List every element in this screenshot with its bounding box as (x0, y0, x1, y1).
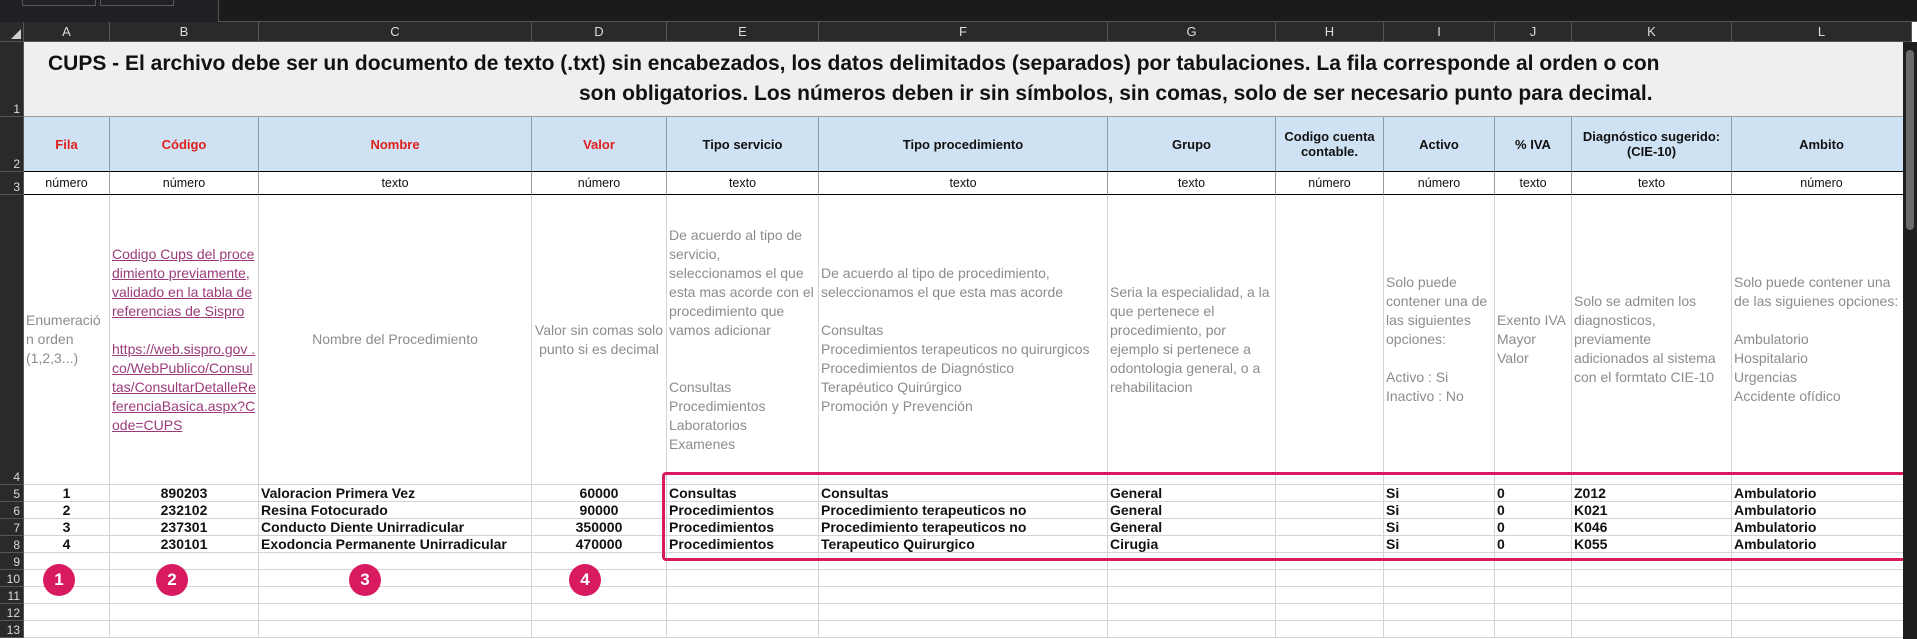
data-cell[interactable]: 237301 (110, 519, 259, 536)
empty-cell[interactable] (110, 553, 259, 570)
data-cell[interactable]: Terapeutico Quirurgico (819, 536, 1108, 553)
empty-cell[interactable] (1495, 587, 1572, 604)
vertical-scrollbar[interactable] (1903, 42, 1917, 639)
empty-cell[interactable] (667, 553, 819, 570)
empty-cell[interactable] (819, 553, 1108, 570)
data-cell[interactable]: 2 (24, 502, 110, 519)
data-cell[interactable]: 890203 (110, 485, 259, 502)
description-cell[interactable]: Solo puede contener una de las siguientes opciones: Activo : Si Inactivo : No (1384, 195, 1495, 485)
row-header-5[interactable]: 5 (0, 485, 24, 502)
column-header-i[interactable]: I (1384, 22, 1495, 42)
data-cell[interactable] (1276, 502, 1384, 519)
empty-cell[interactable] (1732, 604, 1903, 621)
empty-cell[interactable] (819, 570, 1108, 587)
type-cell[interactable]: número (1732, 172, 1903, 195)
empty-cell[interactable] (1384, 621, 1495, 638)
description-cell[interactable]: Solo se admiten los diagnosticos, previamente adicionados al sistema con el formtato CIE-10 (1572, 195, 1732, 485)
header-cell[interactable]: Grupo (1108, 117, 1276, 172)
empty-cell[interactable] (1384, 604, 1495, 621)
empty-cell[interactable] (1384, 553, 1495, 570)
empty-cell[interactable] (1108, 604, 1276, 621)
type-cell[interactable]: número (1276, 172, 1384, 195)
data-cell[interactable]: Consultas (667, 485, 819, 502)
formula-bar[interactable] (218, 0, 1917, 22)
empty-cell[interactable] (667, 604, 819, 621)
data-cell[interactable]: K055 (1572, 536, 1732, 553)
data-cell[interactable]: Conducto Diente Unirradicular (259, 519, 532, 536)
empty-cell[interactable] (1572, 570, 1732, 587)
data-cell[interactable]: General (1108, 485, 1276, 502)
row-header-1[interactable]: 1 (0, 42, 24, 117)
description-cell[interactable]: De acuerdo al tipo de procedimiento, seleccionamos el que esta mas acorde Consultas Procedimientos terapeuticos no quirurgicos Procedimientos de Diagnóstico Terapéutico Quirúrgico Promoción y Prevención (819, 195, 1108, 485)
empty-cell[interactable] (819, 587, 1108, 604)
column-header-b[interactable]: B (110, 22, 259, 42)
row-header-9[interactable]: 9 (0, 553, 24, 570)
empty-cell[interactable] (1108, 621, 1276, 638)
empty-cell[interactable] (110, 604, 259, 621)
description-cell[interactable]: Seria la especialidad, a la que pertenece el procedimiento, por ejemplo si pertenece a odontologia general, o a rehabilitacion (1108, 195, 1276, 485)
type-cell[interactable]: texto (819, 172, 1108, 195)
empty-cell[interactable] (1572, 604, 1732, 621)
empty-cell[interactable] (259, 604, 532, 621)
empty-cell[interactable] (1384, 570, 1495, 587)
data-cell[interactable]: General (1108, 519, 1276, 536)
row-header-11[interactable]: 11 (0, 587, 24, 604)
toolbar-strip (0, 0, 1917, 22)
data-cell[interactable]: 1 (24, 485, 110, 502)
data-cell[interactable]: Exodoncia Permanente Unirradicular (259, 536, 532, 553)
header-cell[interactable]: Nombre (259, 117, 532, 172)
column-header-j[interactable]: J (1495, 22, 1572, 42)
row-header-4[interactable]: 4 (0, 195, 24, 485)
empty-cell[interactable] (667, 621, 819, 638)
column-header-a[interactable]: A (24, 22, 110, 42)
data-cell[interactable]: Ambulatorio (1732, 485, 1903, 502)
row-header-8[interactable]: 8 (0, 536, 24, 553)
column-header-h[interactable]: H (1276, 22, 1384, 42)
row-header-2[interactable]: 2 (0, 117, 24, 172)
header-cell[interactable]: Ambito (1732, 117, 1903, 172)
empty-cell[interactable] (1108, 553, 1276, 570)
empty-cell[interactable] (259, 570, 532, 587)
data-cell[interactable]: Procedimiento terapeuticos no (819, 502, 1108, 519)
data-cell[interactable]: 232102 (110, 502, 259, 519)
empty-cell[interactable] (1572, 553, 1732, 570)
row-header-7[interactable]: 7 (0, 519, 24, 536)
data-cell[interactable]: Si (1384, 502, 1495, 519)
data-cell[interactable] (1276, 519, 1384, 536)
type-cell[interactable]: número (1384, 172, 1495, 195)
data-cell[interactable]: K046 (1572, 519, 1732, 536)
type-cell[interactable]: número (532, 172, 667, 195)
description-cell[interactable]: Solo puede contener una de las siguienes opciones: Ambulatorio Hospitalario Urgencias Accidente ofídico (1732, 195, 1903, 485)
description-cell[interactable]: De acuerdo al tipo de servicio, seleccionamos el que esta mas acorde con el procedimiento que vamos adicionar Consultas Procedimientos Laboratorios Examenes (667, 195, 819, 485)
header-cell[interactable]: Código (110, 117, 259, 172)
data-cell[interactable]: Ambulatorio (1732, 519, 1903, 536)
data-cell[interactable]: 3 (24, 519, 110, 536)
data-cell[interactable] (1276, 536, 1384, 553)
data-cell[interactable]: 230101 (110, 536, 259, 553)
type-cell[interactable]: texto (667, 172, 819, 195)
column-header-g[interactable]: G (1108, 22, 1276, 42)
title-line-1: CUPS - El archivo debe ser un documento de texto (.txt) sin encabezados, los datos delimitados (separados) por tabulaciones. La fila corresponde al orden o con (48, 52, 1660, 75)
description-cell[interactable]: Enumeració n orden (1,2,3...) (24, 195, 110, 485)
empty-cell[interactable] (819, 621, 1108, 638)
data-cell[interactable]: Procedimientos (667, 502, 819, 519)
data-cell[interactable]: 0 (1495, 519, 1572, 536)
column-header-c[interactable]: C (259, 22, 532, 42)
column-header-l[interactable]: L (1732, 22, 1912, 42)
header-cell[interactable]: Diagnóstico sugerido: (CIE-10) (1572, 117, 1732, 172)
empty-cell[interactable] (1276, 621, 1384, 638)
empty-cell[interactable] (259, 621, 532, 638)
toolbar-tab[interactable] (22, 0, 96, 6)
data-cell[interactable]: 470000 (532, 536, 667, 553)
data-cell[interactable]: Ambulatorio (1732, 502, 1903, 519)
empty-cell[interactable] (1732, 621, 1903, 638)
header-cell[interactable]: Activo (1384, 117, 1495, 172)
column-header-e[interactable]: E (667, 22, 819, 42)
type-cell[interactable]: número (24, 172, 110, 195)
step-badge-2: 2 (156, 564, 188, 596)
empty-cell[interactable] (667, 587, 819, 604)
empty-cell[interactable] (1108, 587, 1276, 604)
header-cell[interactable]: Tipo procedimiento (819, 117, 1108, 172)
data-cell[interactable]: Resina Fotocurado (259, 502, 532, 519)
description-cell[interactable]: Nombre del Procedimiento (259, 195, 532, 485)
data-cell[interactable]: Valoracion Primera Vez (259, 485, 532, 502)
column-header-d[interactable]: D (532, 22, 667, 42)
data-cell[interactable]: Procedimientos (667, 519, 819, 536)
type-cell[interactable]: texto (1495, 172, 1572, 195)
data-cell[interactable]: 0 (1495, 485, 1572, 502)
data-cell[interactable]: Ambulatorio (1732, 536, 1903, 553)
header-cell[interactable]: Valor (532, 117, 667, 172)
empty-cell[interactable] (1732, 553, 1903, 570)
data-cell[interactable]: 0 (1495, 502, 1572, 519)
empty-cell[interactable] (1495, 570, 1572, 587)
empty-cell[interactable] (532, 604, 667, 621)
empty-cell[interactable] (24, 621, 110, 638)
empty-cell[interactable] (1108, 570, 1276, 587)
description-link[interactable]: Codigo Cups del procedimiento previamente, validado en la tabla de referencias de Sispro https://web.sispro.gov .co/WebPublico/Consultas/ConsultarDetalleReferenciaBasica.aspx?Code=CUPS (110, 195, 259, 485)
select-all-icon (11, 29, 21, 39)
data-cell[interactable]: Procedimiento terapeuticos no (819, 519, 1108, 536)
empty-cell[interactable] (532, 587, 667, 604)
empty-cell[interactable] (1495, 553, 1572, 570)
empty-cell[interactable] (24, 604, 110, 621)
toolbar-tab[interactable] (100, 0, 174, 6)
row-header-6[interactable]: 6 (0, 502, 24, 519)
title-line-2: son obligatorios. Los números deben ir sin símbolos, sin comas, solo de ser necesario punto para decimal. (579, 82, 1653, 105)
type-cell[interactable]: texto (1108, 172, 1276, 195)
header-cell[interactable]: Tipo servicio (667, 117, 819, 172)
empty-cell[interactable] (1495, 621, 1572, 638)
data-cell[interactable]: K021 (1572, 502, 1732, 519)
column-header-f[interactable]: F (819, 22, 1108, 42)
description-cell[interactable] (1276, 195, 1384, 485)
empty-cell[interactable] (259, 553, 532, 570)
row-header-10[interactable]: 10 (0, 570, 24, 587)
data-cell[interactable]: General (1108, 502, 1276, 519)
empty-cell[interactable] (532, 553, 667, 570)
description-cell[interactable]: Valor sin comas solo punto si es decimal (532, 195, 667, 485)
header-cell[interactable]: Codigo cuenta contable. (1276, 117, 1384, 172)
data-cell[interactable]: Cirugia (1108, 536, 1276, 553)
data-cell[interactable]: 350000 (532, 519, 667, 536)
description-cell[interactable]: Exento IVA Mayor Valor (1495, 195, 1572, 485)
type-cell[interactable]: número (110, 172, 259, 195)
data-cell[interactable]: Si (1384, 485, 1495, 502)
row-header-3[interactable]: 3 (0, 172, 24, 195)
empty-cell[interactable] (1384, 587, 1495, 604)
instructions-title[interactable] (24, 42, 1903, 117)
data-cell[interactable]: Consultas (819, 485, 1108, 502)
empty-cell[interactable] (1495, 604, 1572, 621)
empty-cell[interactable] (667, 570, 819, 587)
type-cell[interactable]: texto (259, 172, 532, 195)
empty-cell[interactable] (1732, 570, 1903, 587)
data-cell[interactable]: Si (1384, 536, 1495, 553)
row-header-13[interactable]: 13 (0, 621, 24, 638)
data-cell[interactable]: 90000 (532, 502, 667, 519)
step-badge-4: 4 (569, 564, 601, 596)
empty-cell[interactable] (110, 621, 259, 638)
select-all-corner[interactable] (0, 22, 24, 42)
data-cell[interactable]: 60000 (532, 485, 667, 502)
data-cell[interactable]: Z012 (1572, 485, 1732, 502)
row-header-12[interactable]: 12 (0, 604, 24, 621)
empty-cell[interactable] (1572, 621, 1732, 638)
spreadsheet-grid[interactable] (24, 42, 1903, 639)
empty-cell[interactable] (259, 587, 532, 604)
step-badge-3: 3 (349, 564, 381, 596)
step-badge-1: 1 (43, 564, 75, 596)
data-cell[interactable]: 4 (24, 536, 110, 553)
empty-cell[interactable] (532, 621, 667, 638)
type-cell[interactable]: texto (1572, 172, 1732, 195)
data-cell[interactable]: Si (1384, 519, 1495, 536)
scrollbar-thumb[interactable] (1906, 50, 1914, 230)
empty-cell[interactable] (819, 604, 1108, 621)
header-cell[interactable]: Fila (24, 117, 110, 172)
empty-cell[interactable] (1276, 570, 1384, 587)
column-header-k[interactable]: K (1572, 22, 1732, 42)
data-cell[interactable] (1276, 485, 1384, 502)
header-cell[interactable]: % IVA (1495, 117, 1572, 172)
data-cell[interactable]: Procedimientos (667, 536, 819, 553)
empty-cell[interactable] (1276, 604, 1384, 621)
empty-cell[interactable] (1276, 553, 1384, 570)
empty-cell[interactable] (1276, 587, 1384, 604)
empty-cell[interactable] (1572, 587, 1732, 604)
empty-cell[interactable] (1732, 587, 1903, 604)
data-cell[interactable]: 0 (1495, 536, 1572, 553)
